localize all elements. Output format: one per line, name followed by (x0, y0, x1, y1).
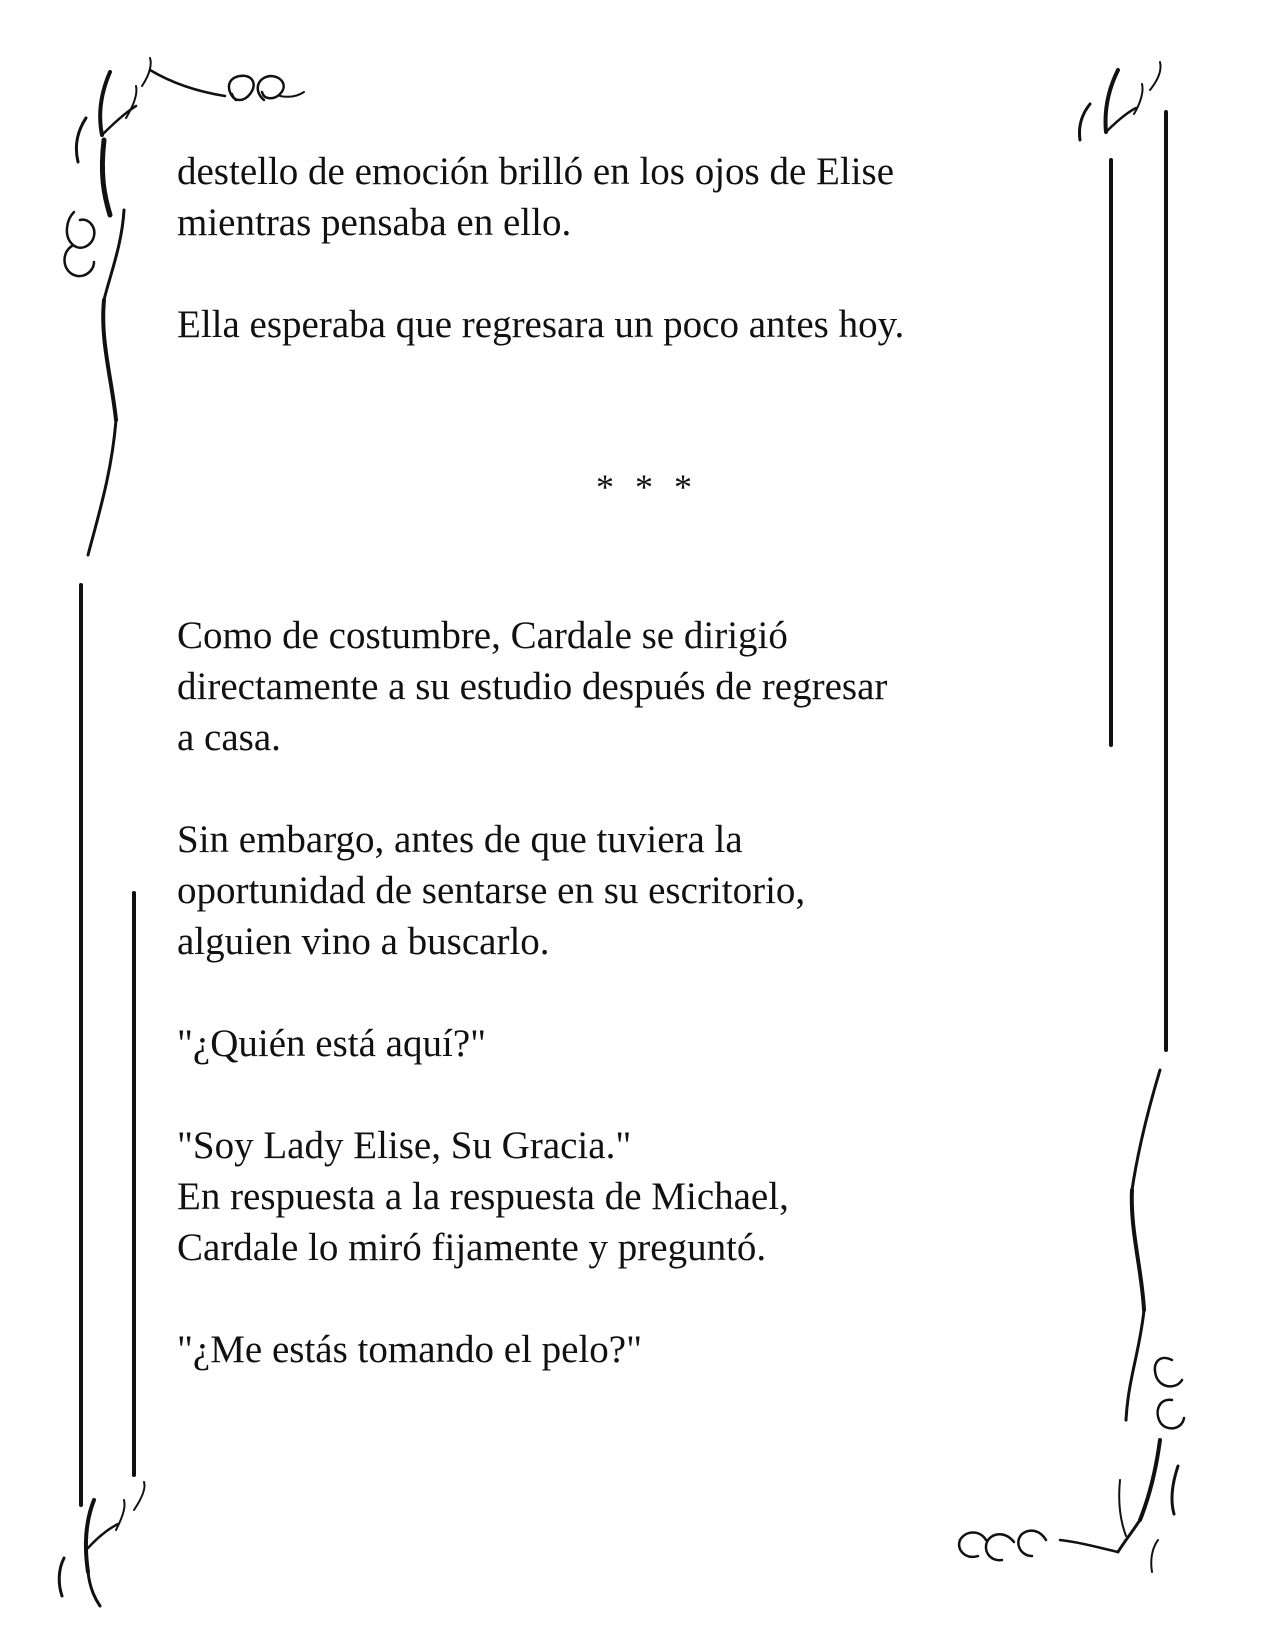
paragraph (177, 1018, 1107, 1069)
paragraph (177, 299, 1107, 350)
text-line: oportunidad de sentarse en su escritorio, (177, 869, 806, 912)
bottom-left-flourish-icon (59, 1482, 144, 1606)
text-line: mientras pensaba en ello. (177, 201, 572, 244)
dialogue-line: "¿Quién está aquí?" (177, 1022, 487, 1065)
text-line: Como de costumbre, Cardale se dirigió (177, 614, 788, 657)
dialogue-line: "Soy Lady Elise, Su Gracia." (177, 1124, 632, 1167)
text-line: En respuesta a la respuesta de Michael, (177, 1175, 789, 1218)
top-right-flourish-icon (1079, 62, 1160, 140)
paragraph (177, 814, 1107, 967)
text-line: Ella esperaba que regresara un poco antes hoy. (177, 303, 905, 346)
paragraph (177, 1120, 1107, 1273)
dialogue-line: "¿Me estás tomando el pelo?" (177, 1328, 643, 1371)
paragraph (177, 610, 1107, 763)
page-text-body (177, 146, 1107, 1375)
text-line: directamente a su estudio después de regresar (177, 665, 888, 708)
section-separator: * * * (596, 467, 698, 507)
text-line: Sin embargo, antes de que tuviera la (177, 818, 743, 861)
paragraph (177, 1324, 1107, 1375)
text-line: a casa. (177, 716, 281, 759)
text-line: destello de emoción brilló en los ojos de Elise (177, 150, 895, 193)
text-line: Cardale lo miró fijamente y preguntó. (177, 1226, 767, 1269)
text-line: alguien vino a buscarlo. (177, 920, 550, 963)
paragraph (177, 146, 1107, 248)
